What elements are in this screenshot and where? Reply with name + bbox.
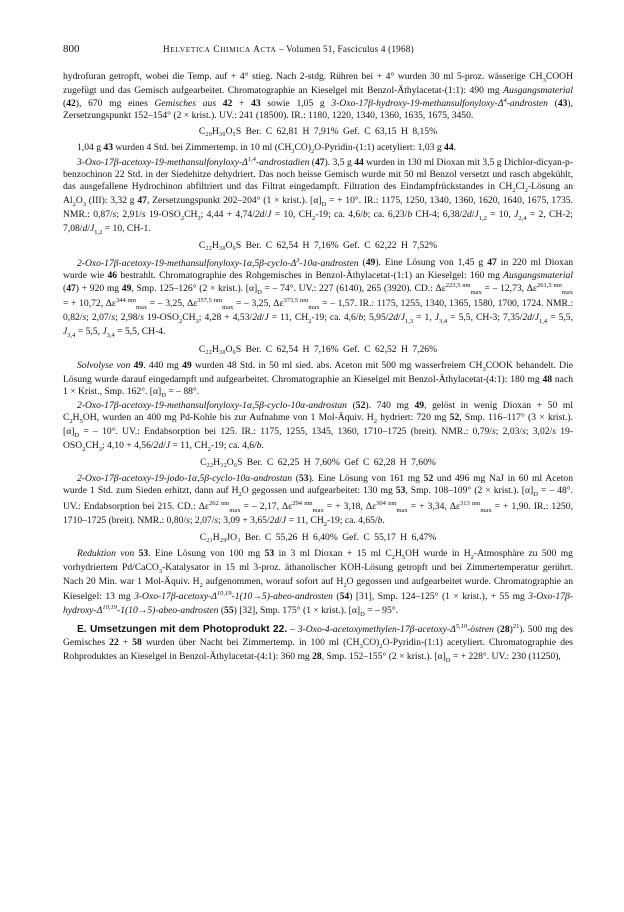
elemental-analysis: C₂₁H₂₉JO₃ Ber. C 55,26 H 6,40% Gef. C 55,17 H 6,47%	[199, 531, 437, 543]
elemental-analysis: C₂₂H₃₀O₆S Ber. C 62,54 H 7,16% Gef. C 62,52 H 7,26%	[198, 343, 438, 355]
elemental-analysis: C₂₀H₃₀O₅S Ber. C 62,81 H 7,91% Gef. C 63,15 H 8,15%	[198, 125, 438, 137]
elemental-analysis: C₂₂H₃₂O₆S Ber. C 62,25 H 7,60% Gef C 62,28 H 7,60%	[200, 457, 436, 469]
section-heading: E. Umsetzungen mit dem Photoprodukt 22.	[77, 624, 288, 635]
paragraph: 1,04 g 43 wurden 4 Std. bei Zimmertemp. in 10 ml $(CH_3CO)_2O-Pyridin-(1:1)$ acetyliert: 1,03 g 44.	[77, 141, 457, 155]
paragraph: 2-Oxo-17β-acetoxy-19-methansulfonyloxy-1α,5β-cyclo-10α-androstan (52). 740 mg 49, gelöst in wenig Dioxan + 50 ml $C_2H_5OH$, wurden an 400 mg Pd-Kohle bis zur Aufnahme von 1 Mol-Äquiv. $H_2$ hydriert: 720 mg 52, Smp. 116–117° (3 × krist.). $[\alpha]_D$ = – 10°. UV.: Endabsorption bei 125. IR.: 1175, 1255, 1345, 1360, 1710–1725 (breit). NMR.: 0,79/s; 2,03/s; 3,02/s $19-OSO_2CH_3$; 4,10 + 4,56/2d/J = 11, $CH_2-19$; ca. 4,6/b.	[63, 399, 574, 454]
paragraph: hydrofuran getropft, wobei die Temp. auf + 4° stieg. Nach 2-stdg. Rühren bei + 4° wurden 30 ml 5-proz. wässerige $CH_3COOH$ zugefügt und das Gemisch aufgearbeitet. Chromatographie an Kieselgel mit Benzol-Äthylacetat-(1:1): 490 mg Ausgangsmaterial (42), 670 mg eines Gemisches aus 42 + 43 sowie 1,05 g $3-Oxo-17\beta-hydroxy-19-methansulfonyloxy-\Delta^4$-androsten (43), Zersetzungspunkt 152–154° (2 × krist.). UV.: 241 (18500). IR.: 1180, 1220, 1340, 1360, 1635, 1675, 3450.	[63, 71, 573, 122]
page-header	[63, 43, 573, 57]
paragraph: $3-Oxo-17\beta-acetoxy-19-methansulfonyloxy-\Delta^{1,4}$-androstadien (47). 3,5 g 44 wurden in 130 ml Dioxan mit 3,5 g Dichlor-dicyan-p-benzochinon 22 Std. in der Siedehitze dehydriert. Das noch heisse Gemisch wurde mit 50 ml Benzol versetzt und rasch abgekühlt, das ausgefallene Hydrochinon abfiltriert und das Filtrat eingedampft. Filtration des Eindampfrückstandes in $CH_2Cl_2$-Lösung an $Al_2O_3$ (III): 3,32 g 47, Zersetzungspunkt 202–204° (1 × krist.). $[\alpha]_D$ = + 10°. IR.: 1175, 1250, 1340, 1360, 1620, 1640, 1675, 1735. NMR.: 0,87/s; 2,91/s $19-OSO_2CH_3$; 4,44 + 4,74/2d/J = 10, $CH_2-19$; ca. 4,6/b; ca. 6,23/b CH-4; $6,38/2d/J_{1,2} = 10$, $J_{2,4} = 2$, CH-2; $7,08/d/J_{1,2} = 10$, CH-1.	[63, 155, 574, 237]
running-head: HELVETICA CHIMICA ACTA – Volumen 51, Fasciculus 4 (1968)	[163, 44, 414, 54]
section-paragraph: E. Umsetzungen mit dem Photoprodukt 22. – $3-Oxo-4-acetoxymethylen-17\beta-acetoxy-\Delta^{5,10}$-östren $(28)^{21}$). 500 mg des Gemisches 22 + 58 wurden über Nacht bei Zimmertemp. in 100 ml $(CH_3CO)_2O-Pyridin-(1:1)$ acetyliert. Chromatographie des Rohproduktes an Kieselgel in Benzol-Äthylacetat-(4:1): 360 mg 28, Smp. 152–155° (2 × krist.). $[\alpha]_D$ = + 228°. UV.: 230 (11250),	[63, 622, 574, 664]
page-number: 800	[63, 43, 80, 55]
paragraph: 2-Oxo-17β-acetoxy-19-jodo-1α,5β-cyclo-10α-androstan (53). Eine Lösung von 161 mg 52 und 496 mg NaJ in 60 ml Aceton wurde 1 Std. zum Sieden erhitzt, dann auf $H_2O$ gegossen und aufgearbeitet: 130 mg 53, Smp. 108–109° (2 × krist.). $[\alpha]_D$ = – 48°. UV.: Endabsorption bei 215. CD.: $\Delta\varepsilon^{262 nm}_{max}$ = – 2,17, $\Delta\varepsilon^{294 nm}_{max}$ = + 3,18, $\Delta\varepsilon^{304 nm}_{max}$ = + 3,34, $\Delta\varepsilon^{313 nm}_{max}$ = + 1,90. IR.: 1250, 1710–1725 (breit). NMR.: 0,80/s; 2,07/s; 3,09 + 3,65/2d/J = 11, $CH_2-19$; ca. 4,65/b.	[63, 473, 574, 528]
paragraph: Reduktion von 53. Eine Lösung von 100 mg 53 in 3 ml Dioxan + 15 ml $C_2H_5OH$ wurde in $H_2$-Atmosphäre zu 500 mg vorhydriertem Pd/CaCO$_3$-Katalysator in 15 ml 3-proz. äthanolischer KOH-Lösung getropft und bei Zimmertemperatur gerührt. Nach 20 Min. war 1 Mol-Äquiv. $H_2$ aufgenommen, worauf sofort auf $H_2O$ gegossen und aufgearbeitet wurde. Chromatographie an Kieselgel: 13 mg $3-Oxo-17\beta-acetoxy-\Delta^{10,19}-1(10\to 5)-abeo$-androsten (54) [31], Smp. 124–125° (1 × krist.), + 55 mg $3-Oxo-17\beta-hydroxy-\Delta^{10,19}-1(10\to 5)-abeo$-androsten (55) [32], Smp. 175° (1 × krist.). $[\alpha]_D$ = – 95°.	[63, 547, 574, 618]
elemental-analysis: C₂₂H₃₀O₆S Ber. C 62,54 H 7,16% Gef. C 62,22 H 7,52%	[198, 240, 438, 252]
paragraph: Solvolyse von 49. 440 mg 49 wurden 48 Std. in 50 ml sied. abs. Aceton mit 500 mg wasserfreiem $CH_3COOK$ behandelt. Die Lösung wurde darauf eingedampft und aufgearbeitet. Chromatographie an Kieselgel mit Benzol-Äthylacetat-(4:1): 180 mg 48 nach 1 × Krist., Smp. 162°. $[\alpha]_D$ = – 88°.	[63, 359, 573, 399]
paragraph: $2-Oxo-17\beta-acetoxy-19-methansulfonyloxy-1\alpha,5\beta-cyclo-\Delta^3-10\alpha$-androsten (49). Eine Lösung von 1,45 g 47 in 220 ml Dioxan wurde wie 46 bestrahlt. Chromatographie des Rohgemisches in Benzol-Äthylacetat-(1:1) an Kieselgel: 160 mg Ausgangsmaterial (47) + 920 mg 49, Smp. 125–126° (2 × krist.). $[\alpha]_D$ = – 74°. UV.: 227 (6140), 265 (3920). CD.: $\Delta\varepsilon^{223,5 nm}_{max}$ = – 12,73, $\Delta\varepsilon^{261,5 nm}_{max}$ = + 10,72, $\Delta\varepsilon^{344 nm}_{max}$ = – 3,25, $\Delta\varepsilon^{357,5 nm}_{max}$ = – 3,25, $\Delta\varepsilon^{373,5 nm}_{max}$ = – 1,57. IR.: 1175, 1255, 1340, 1365, 1580, 1700, 1724. NMR.: 0,82/s; 2,07/s; 2,98/s $19-OSO_2CH_3$; 4,28 + 4,53/2d/J = 11, $CH_2-19$; ca. 4,6/b; $5,95/2d/J_{1,3} = 1$, $J_{3,4} = 5,5$, CH-3; $7,35/2d/J_{1,4} = 5,5$, $J_{3,4} = 5,5$, $J_{3,4} = 5,5$, CH-4.	[63, 256, 574, 340]
article-body	[63, 71, 573, 675]
